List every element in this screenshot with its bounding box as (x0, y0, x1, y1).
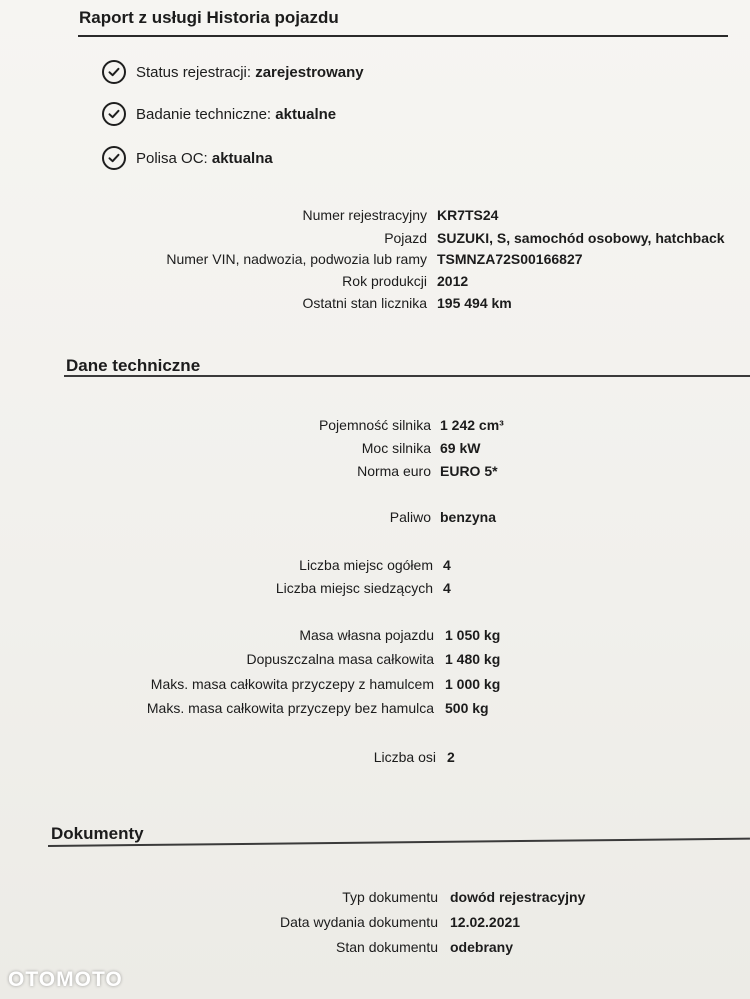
documents-rule (48, 838, 750, 847)
section-title-documents: Dokumenty (51, 824, 144, 843)
row-value: 4 (443, 557, 451, 573)
technical-row (0, 509, 497, 529)
row-label: Moc silnika (361, 440, 431, 456)
row-value: EURO 5* (440, 463, 498, 479)
row-label: Norma euro (357, 463, 431, 479)
row-value: 500 kg (445, 700, 489, 716)
row-label: Dopuszczalna masa całkowita (246, 651, 434, 667)
row-value: 4 (443, 580, 451, 596)
technical-row (0, 676, 501, 696)
status-value: aktualne (275, 105, 337, 123)
row-value: 1 242 cm³ (440, 417, 504, 433)
title-rule (78, 35, 728, 37)
section-title-technical: Dane techniczne (66, 356, 201, 375)
vehicle-row (0, 295, 512, 315)
vehicle-row (0, 230, 725, 250)
row-label: Paliwo (389, 509, 431, 525)
otomoto-watermark: OTOMOTO (8, 968, 123, 991)
row-label: Rok produkcji (342, 273, 427, 289)
row-value: 2012 (437, 273, 469, 289)
technical-row (0, 627, 501, 647)
documents-row (0, 914, 521, 934)
row-value: 1 480 kg (445, 651, 501, 667)
row-label: Liczba miejsc ogółem (299, 557, 433, 573)
row-label: Numer VIN, nadwozia, podwozia lub ramy (166, 251, 427, 267)
row-label: Liczba osi (373, 749, 436, 765)
vehicle-row (0, 207, 499, 227)
row-label: Stan dokumentu (336, 939, 438, 955)
status-registration (102, 57, 364, 87)
vehicle-row (0, 251, 583, 271)
row-label: Pojemność silnika (318, 417, 431, 433)
documents-row (0, 889, 586, 909)
technical-row (0, 749, 455, 769)
row-value: dowód rejestracyjny (450, 889, 586, 905)
row-value: TSMNZA72S00166827 (437, 251, 583, 267)
technical-row (0, 463, 498, 483)
row-value: 69 kW (440, 440, 481, 456)
documents-row (0, 939, 514, 959)
status-inspection (102, 99, 336, 129)
row-value: 12.02.2021 (450, 914, 521, 930)
row-value: SUZUKI, S, samochód osobowy, hatchback (437, 230, 725, 246)
check-circle-icon (102, 60, 126, 84)
row-label: Maks. masa całkowita przyczepy z hamulcem (150, 676, 434, 692)
row-value: KR7TS24 (437, 207, 499, 223)
row-label: Data wydania dokumentu (280, 914, 438, 930)
row-label: Maks. masa całkowita przyczepy bez hamulca (146, 700, 434, 716)
check-circle-icon (102, 146, 126, 170)
technical-row (0, 417, 504, 437)
technical-row (0, 580, 451, 600)
technical-rule (64, 375, 750, 377)
check-circle-icon (102, 102, 126, 126)
row-label: Ostatni stan licznika (302, 295, 427, 311)
row-label: Numer rejestracyjny (302, 207, 427, 223)
row-label: Masa własna pojazdu (299, 627, 434, 643)
technical-row (0, 557, 451, 577)
technical-row (0, 440, 481, 460)
row-value: 195 494 km (437, 295, 512, 311)
technical-row (0, 700, 489, 720)
row-label: Liczba miejsc siedzących (275, 580, 433, 596)
status-label: Status rejestracji: (136, 63, 252, 81)
row-label: Typ dokumentu (342, 889, 438, 905)
status-value: aktualna (211, 149, 273, 167)
technical-row (0, 651, 501, 671)
row-value: 1 050 kg (445, 627, 501, 643)
status-value: zarejestrowany (255, 63, 364, 81)
row-value: 1 000 kg (445, 676, 501, 692)
page-title: Raport z usługi Historia pojazdu (79, 8, 339, 27)
status-label: Badanie techniczne: (136, 105, 272, 123)
status-label: Polisa OC: (136, 149, 208, 167)
vehicle-row (0, 273, 469, 293)
row-value: odebrany (450, 939, 514, 955)
row-label: Pojazd (384, 230, 427, 246)
status-insurance (102, 143, 273, 173)
row-value: 2 (447, 749, 455, 765)
row-value: benzyna (440, 509, 497, 525)
